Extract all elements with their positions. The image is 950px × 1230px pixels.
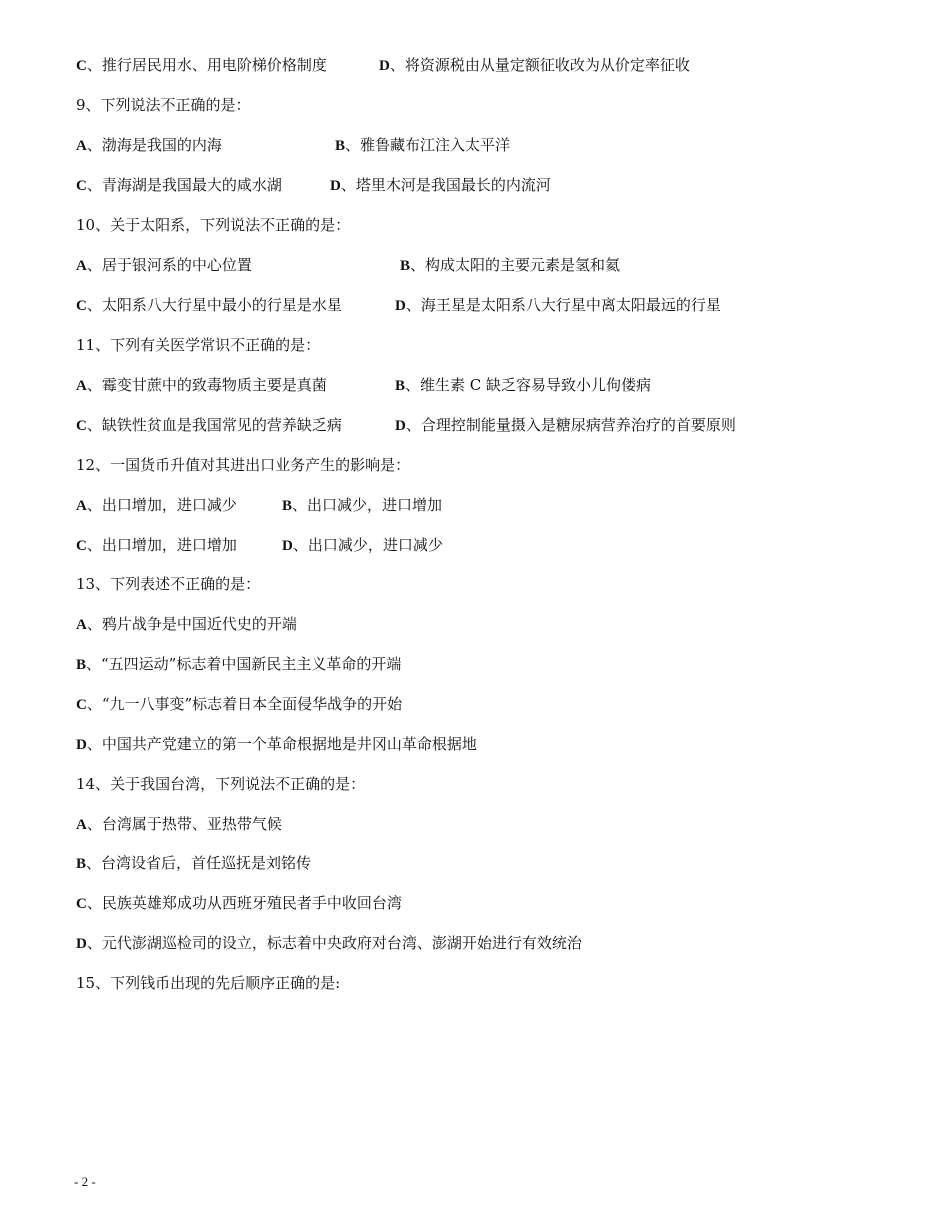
q9-option-a: A、渤海是我国的内海 <box>76 136 222 154</box>
q12-stem: 12、一国货币升值对其进出口业务产生的影响是： <box>76 456 411 474</box>
q10-option-d: D、海王星是太阳系八大行星中离太阳最远的行星 <box>395 296 721 314</box>
q13-option-c: C、“九一八事变”标志着日本全面侵华战争的开始 <box>76 695 403 713</box>
q14-option-a: A、台湾属于热带、亚热带气候 <box>76 815 282 833</box>
q11-option-a: A、霉变甘蔗中的致毒物质主要是真菌 <box>76 376 327 394</box>
q14-option-d: D、元代澎湖巡检司的设立，标志着中央政府对台湾、澎湖开始进行有效统治 <box>76 934 582 952</box>
page-number: - 2 - <box>74 1174 96 1189</box>
q9-option-b: B、雅鲁藏布江注入太平洋 <box>335 136 511 154</box>
q9-stem: 9、下列说法不正确的是： <box>76 96 251 114</box>
q14-option-b: B、台湾设省后，首任巡抚是刘铭传 <box>76 854 312 872</box>
q11-option-b: B、维生素 C 缺乏容易导致小儿佝偻病 <box>395 376 652 394</box>
q11-option-c: C、缺铁性贫血是我国常见的营养缺乏病 <box>76 416 342 434</box>
q11-stem: 11、下列有关医学常识不正确的是： <box>76 336 321 354</box>
q13-option-a: A、鸦片战争是中国近代史的开端 <box>76 615 297 633</box>
q14-option-c: C、民族英雄郑成功从西班牙殖民者手中收回台湾 <box>76 894 402 912</box>
q10-option-c: C、太阳系八大行星中最小的行星是水星 <box>76 296 342 314</box>
q12-option-c: C、出口增加，进口增加 <box>76 536 237 554</box>
q13-option-d: D、中国共产党建立的第一个革命根据地是井冈山革命根据地 <box>76 735 477 753</box>
q14-stem: 14、关于我国台湾，下列说法不正确的是： <box>76 775 366 793</box>
q12-option-d: D、出口减少，进口减少 <box>282 536 443 554</box>
q13-stem: 13、下列表述不正确的是： <box>76 575 261 593</box>
q15-stem: 15、下列钱币出现的先后顺序正确的是: <box>76 974 341 992</box>
q9-option-d: D、塔里木河是我国最长的内流河 <box>330 176 551 194</box>
q12-option-a: A、出口增加，进口减少 <box>76 496 237 514</box>
q11-option-d: D、合理控制能量摄入是糖尿病营养治疗的首要原则 <box>395 416 736 434</box>
q13-option-b: B、“五四运动”标志着中国新民主主义革命的开端 <box>76 655 402 673</box>
q8-option-d: D、将资源税由从量定额征收改为从价定率征收 <box>379 56 690 74</box>
q12-option-b: B、出口减少，进口增加 <box>282 496 443 514</box>
q10-option-b: B、构成太阳的主要元素是氢和氦 <box>400 256 621 274</box>
q10-option-a: A、居于银河系的中心位置 <box>76 256 252 274</box>
q8-option-c: C、推行居民用水、用电阶梯价格制度 <box>76 56 327 74</box>
q10-stem: 10、关于太阳系，下列说法不正确的是： <box>76 216 351 234</box>
q9-option-c: C、青海湖是我国最大的咸水湖 <box>76 176 282 194</box>
